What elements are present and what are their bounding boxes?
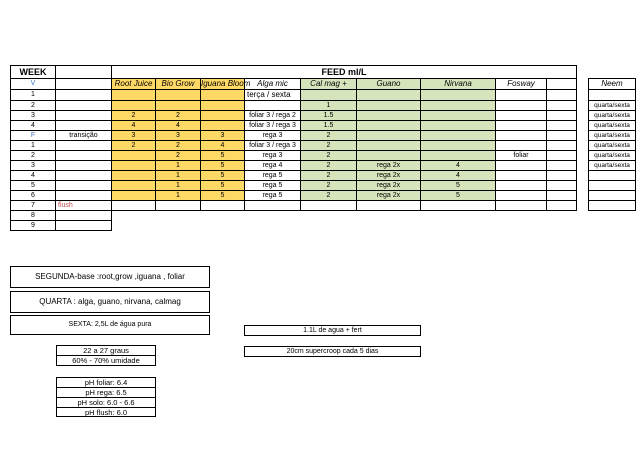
cell-bio-grow [155,200,201,211]
week-label: 4 [10,170,56,181]
week-label: 2 [10,100,56,111]
col-guano: Guano [356,78,421,90]
cell-iguana-bloom: 5 [200,150,245,161]
neem-cell: quarta/sexta [588,130,636,141]
cell-bio-grow: 3 [155,130,201,141]
cell-alga-mic: foliar 3 / rega 3 [244,120,301,131]
cell-alga-mic: foliar 3 / rega 2 [244,110,301,121]
alga-subheader: terça / sexta [244,89,301,101]
week-label: 9 [10,220,56,231]
neem-cell: quarta/sexta [588,100,636,111]
cell-calmag: 2 [300,140,357,151]
cell-alga-mic: rega 5 [244,190,301,201]
cell-iguana-bloom: 5 [200,160,245,171]
cell-bio-grow: 2 [155,140,201,151]
week-label: 3 [10,110,56,121]
temp-range: 22 a 27 graus [57,346,155,356]
cell-calmag: 1.5 [300,110,357,121]
cell-guano: rega 2x [356,180,421,191]
cell-bio-grow: 1 [155,180,201,191]
neem-cell: quarta/sexta [588,160,636,171]
note-cell: flush [55,200,112,211]
week-label: 1 [10,140,56,151]
ph-rega: pH rega: 6.5 [57,388,155,398]
week-label: 8 [10,210,56,221]
cell-alga-mic [244,200,301,211]
feed-title: FEED ml/L [111,65,577,79]
week-label: 4 [10,120,56,131]
schedule-sexta: SEXTA: 2,5L de água pura [10,315,210,335]
cell-calmag: 2 [300,170,357,181]
week-header: WEEK [10,65,56,79]
cell-root-juice: 2 [111,140,156,151]
cell-iguana-bloom: 4 [200,140,245,151]
cell-calmag: 2 [300,130,357,141]
col-bio-grow: Bio Grow [155,78,201,90]
cell-iguana-bloom: 3 [200,130,245,141]
col-fosway: Fosway [495,78,547,90]
cell-alga-mic: rega 5 [244,170,301,181]
cell-calmag: 2 [300,190,357,201]
col-alga-mic: Alga mic [244,78,301,90]
cell-nirvana: 4 [420,170,496,181]
neem-cell: quarta/sexta [588,150,636,161]
cell-bio-grow: 2 [155,150,201,161]
neem-cell: quarta/sexta [588,140,636,151]
humidity-range: 60% - 70% umidade [72,356,140,365]
ph-box [56,377,156,417]
cell-calmag: 1.5 [300,120,357,131]
cell-nirvana: 4 [420,160,496,171]
week-label: F [10,130,56,141]
cell-alga-mic: rega 5 [244,180,301,191]
week-label: 6 [10,190,56,201]
cell-alga-mic: rega 3 [244,130,301,141]
cell-nirvana: 5 [420,180,496,191]
week-label: 2 [10,150,56,161]
cell-iguana-bloom [200,200,245,211]
cell-calmag: 2 [300,160,357,171]
cell-iguana-bloom: 5 [200,180,245,191]
neem-cell [588,200,636,211]
cell-bio-grow: 1 [155,170,201,181]
cell-nirvana [420,200,496,211]
neem-cell: quarta/sexta [588,110,636,121]
col-neem: Neem [588,78,636,90]
cell-alga-mic: rega 4 [244,160,301,171]
cell-calmag: 2 [300,150,357,161]
cell-calmag: 2 [300,180,357,191]
cell-alga-mic: foliar 3 / rega 3 [244,140,301,151]
cell-nirvana: 5 [420,190,496,201]
week-header-blank [55,65,112,79]
week-label: 7 [10,200,56,211]
col-root-juice: Root Juice [111,78,156,90]
week-label-1a: 1 [10,89,56,101]
cell-bio-grow: 1 [155,160,201,171]
cell-guano: rega 2x [356,170,421,181]
schedule-quarta: QUARTA : alga, guano, nirvana, calmag [10,291,210,313]
note-cell: transição [55,130,112,141]
cell-root-juice: 3 [111,130,156,141]
climate-box [56,345,156,366]
cell-iguana-bloom: 5 [200,170,245,181]
water-note: 1.1L de agua + fert [244,325,421,336]
cell-calmag [300,200,357,211]
cell-bio-grow: 2 [155,110,201,121]
ph-solo: pH solo: 6.0 - 6.6 [57,398,155,408]
col-calmag: Cal mag + [300,78,357,90]
schedule-segunda: SEGUNDA-base :root,grow ,iguana , foliar [10,266,210,288]
cell-calmag: 1 [300,100,357,111]
week-label: 3 [10,160,56,171]
col-iguana-bloom: Iguana Bloom [201,79,251,88]
cell-fosway [495,200,547,211]
ph-flush: pH flush: 6.0 [84,408,128,417]
cell-root-juice: 2 [111,110,156,121]
ph-foliar: pH foliar: 6.4 [57,378,155,388]
cell-guano: rega 2x [356,190,421,201]
cell-bio-grow: 4 [155,120,201,131]
cell-guano [356,200,421,211]
col-nirvana: Nirvana [420,78,496,90]
cell-root-juice [111,200,156,211]
note-cell [55,220,112,231]
cell-root-juice: 4 [111,120,156,131]
cell-alga-mic: rega 3 [244,150,301,161]
supercrop-note: 20cm supercroop cada 5 dias [244,346,421,357]
week-label: 5 [10,180,56,191]
week-label-v: V [10,78,56,90]
cell-bio-grow: 1 [155,190,201,201]
cell-blank [546,200,577,211]
cell-iguana-bloom: 5 [200,190,245,201]
cell-guano: rega 2x [356,160,421,171]
cell-fosway: foliar [495,150,547,161]
neem-cell: quarta/sexta [588,120,636,131]
